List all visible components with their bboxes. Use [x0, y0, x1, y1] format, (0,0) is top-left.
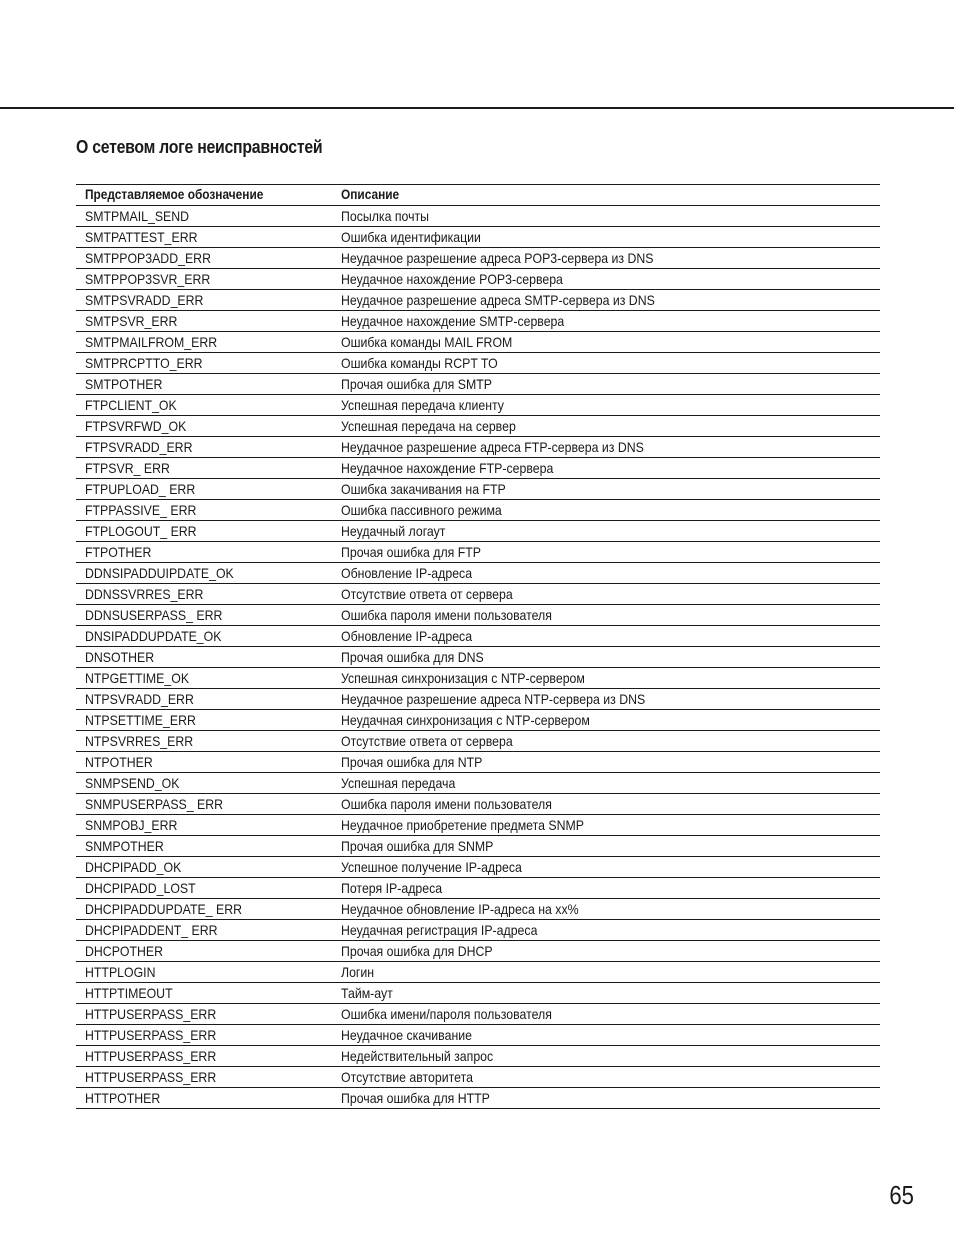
cell-code: SNMPUSERPASS_ ERR	[76, 794, 332, 815]
table-row	[76, 227, 880, 248]
cell-code: NTPSVRRES_ERR	[76, 731, 332, 752]
cell-description: Отсутствие ответа от сервера	[332, 731, 880, 752]
cell-code: DDNSIPADDUIPDATE_OK	[76, 563, 332, 584]
cell-description: Прочая ошибка для FTP	[332, 542, 880, 563]
cell-code: HTTPUSERPASS_ERR	[76, 1067, 332, 1088]
table-row	[76, 899, 880, 920]
cell-description: Неудачное разрешение адреса SMTP-сервера из DNS	[332, 290, 880, 311]
cell-code: DHCPIPADDUPDATE_ ERR	[76, 899, 332, 920]
cell-code: HTTPOTHER	[76, 1088, 332, 1109]
table-row	[76, 395, 880, 416]
cell-code: FTPOTHER	[76, 542, 332, 563]
cell-code: SMTPSVR_ERR	[76, 311, 332, 332]
table-row	[76, 983, 880, 1004]
cell-code: HTTPUSERPASS_ERR	[76, 1025, 332, 1046]
cell-description: Обновление IP-адреса	[332, 563, 880, 584]
table-row	[76, 584, 880, 605]
cell-code: SMTPPOP3SVR_ERR	[76, 269, 332, 290]
table-row	[76, 479, 880, 500]
cell-code: FTPSVR_ ERR	[76, 458, 332, 479]
table-header-row	[76, 185, 880, 206]
cell-description: Успешная синхронизация с NTP-сервером	[332, 668, 880, 689]
cell-code: SNMPSEND_OK	[76, 773, 332, 794]
cell-description: Прочая ошибка для DHCP	[332, 941, 880, 962]
cell-code: DDNSSVRRES_ERR	[76, 584, 332, 605]
table-row	[76, 962, 880, 983]
cell-description: Прочая ошибка для NTP	[332, 752, 880, 773]
cell-description: Успешное получение IP-адреса	[332, 857, 880, 878]
cell-description: Прочая ошибка для HTTP	[332, 1088, 880, 1109]
table-header	[76, 185, 880, 206]
cell-code: HTTPTIMEOUT	[76, 983, 332, 1004]
cell-code: DHCPIPADD_OK	[76, 857, 332, 878]
cell-code: FTPLOGOUT_ ERR	[76, 521, 332, 542]
cell-code: HTTPUSERPASS_ERR	[76, 1046, 332, 1067]
cell-code: DHCPIPADD_LOST	[76, 878, 332, 899]
cell-description: Ошибка пароля имени пользователя	[332, 605, 880, 626]
table-row	[76, 626, 880, 647]
table-row	[76, 521, 880, 542]
cell-code: DHCPIPADDENT_ ERR	[76, 920, 332, 941]
table-body	[76, 206, 880, 1109]
table-row	[76, 689, 880, 710]
table-row	[76, 920, 880, 941]
top-rule	[0, 107, 954, 109]
table-row	[76, 248, 880, 269]
cell-description: Логин	[332, 962, 880, 983]
cell-description: Прочая ошибка для SMTP	[332, 374, 880, 395]
cell-code: DNSOTHER	[76, 647, 332, 668]
cell-description: Успешная передача клиенту	[332, 395, 880, 416]
table-row	[76, 458, 880, 479]
cell-description: Тайм-аут	[332, 983, 880, 1004]
cell-description: Неудачное нахождение FTP-сервера	[332, 458, 880, 479]
cell-description: Ошибка идентификации	[332, 227, 880, 248]
table-row	[76, 416, 880, 437]
table-row	[76, 605, 880, 626]
cell-description: Прочая ошибка для SNMP	[332, 836, 880, 857]
cell-description: Неудачное приобретение предмета SNMP	[332, 815, 880, 836]
table-row	[76, 353, 880, 374]
cell-description: Отсутствие авторитета	[332, 1067, 880, 1088]
cell-description: Ошибка пассивного режима	[332, 500, 880, 521]
table-row	[76, 1088, 880, 1109]
table-row	[76, 836, 880, 857]
cell-description: Неудачная регистрация IP-адреса	[332, 920, 880, 941]
cell-description: Неудачное разрешение адреса FTP-сервера из DNS	[332, 437, 880, 458]
cell-description: Неудачное нахождение SMTP-сервера	[332, 311, 880, 332]
table-row	[76, 290, 880, 311]
table-row	[76, 542, 880, 563]
cell-code: NTPGETTIME_OK	[76, 668, 332, 689]
cell-code: NTPSETTIME_ERR	[76, 710, 332, 731]
cell-code: FTPSVRADD_ERR	[76, 437, 332, 458]
cell-code: SMTPOTHER	[76, 374, 332, 395]
section-title: О сетевом логе неисправностей	[76, 137, 323, 157]
table-row	[76, 773, 880, 794]
cell-description: Недействительный запрос	[332, 1046, 880, 1067]
table-row	[76, 206, 880, 227]
cell-code: HTTPLOGIN	[76, 962, 332, 983]
cell-description: Ошибка команды RCPT TO	[332, 353, 880, 374]
cell-description: Неудачное разрешение адреса NTP-сервера из DNS	[332, 689, 880, 710]
table-row	[76, 1025, 880, 1046]
cell-code: NTPSVRADD_ERR	[76, 689, 332, 710]
cell-description: Успешная передача	[332, 773, 880, 794]
cell-description: Неудачное обновление IP-адреса на xx%	[332, 899, 880, 920]
table-row	[76, 1004, 880, 1025]
cell-code: DDNSUSERPASS_ ERR	[76, 605, 332, 626]
cell-description: Потеря IP-адреса	[332, 878, 880, 899]
cell-code: NTPOTHER	[76, 752, 332, 773]
cell-description: Ошибка закачивания на FTP	[332, 479, 880, 500]
page-number: 65	[889, 1180, 914, 1210]
cell-code: SMTPPOP3ADD_ERR	[76, 248, 332, 269]
cell-code: FTPSVRFWD_OK	[76, 416, 332, 437]
table-row	[76, 668, 880, 689]
cell-description: Неудачное нахождение POP3-сервера	[332, 269, 880, 290]
cell-description: Обновление IP-адреса	[332, 626, 880, 647]
cell-code: SMTPMAILFROM_ERR	[76, 332, 332, 353]
cell-code: DNSIPADDUPDATE_OK	[76, 626, 332, 647]
table-row	[76, 563, 880, 584]
cell-code: SMTPSVRADD_ERR	[76, 290, 332, 311]
table-row	[76, 710, 880, 731]
table-row	[76, 437, 880, 458]
cell-description: Неудачное скачивание	[332, 1025, 880, 1046]
cell-code: SMTPRCPTTO_ERR	[76, 353, 332, 374]
cell-description: Неудачная синхронизация с NTP-сервером	[332, 710, 880, 731]
cell-code: FTPUPLOAD_ ERR	[76, 479, 332, 500]
error-log-table	[76, 184, 880, 1109]
table-row	[76, 731, 880, 752]
cell-code: SMTPATTEST_ERR	[76, 227, 332, 248]
table-row	[76, 815, 880, 836]
cell-code: FTPCLIENT_OK	[76, 395, 332, 416]
cell-description: Неудачный логаут	[332, 521, 880, 542]
cell-description: Прочая ошибка для DNS	[332, 647, 880, 668]
table-row	[76, 878, 880, 899]
cell-description: Отсутствие ответа от сервера	[332, 584, 880, 605]
table-row	[76, 269, 880, 290]
table-row	[76, 1067, 880, 1088]
table-row	[76, 647, 880, 668]
cell-code: SNMPOBJ_ERR	[76, 815, 332, 836]
cell-code: SMTPMAIL_SEND	[76, 206, 332, 227]
table-row	[76, 794, 880, 815]
table-row	[76, 941, 880, 962]
table-row	[76, 1046, 880, 1067]
cell-description: Ошибка пароля имени пользователя	[332, 794, 880, 815]
cell-code: HTTPUSERPASS_ERR	[76, 1004, 332, 1025]
header-code: Представляемое обозначение	[76, 185, 332, 206]
cell-description: Успешная передача на сервер	[332, 416, 880, 437]
cell-description: Посылка почты	[332, 206, 880, 227]
table-row	[76, 500, 880, 521]
header-description: Описание	[332, 185, 880, 206]
cell-description: Неудачное разрешение адреса POP3-сервера из DNS	[332, 248, 880, 269]
cell-code: FTPPASSIVE_ ERR	[76, 500, 332, 521]
table-row	[76, 752, 880, 773]
cell-description: Ошибка команды MAIL FROM	[332, 332, 880, 353]
cell-description: Ошибка имени/пароля пользователя	[332, 1004, 880, 1025]
table-row	[76, 374, 880, 395]
table-row	[76, 857, 880, 878]
table-row	[76, 332, 880, 353]
table-row	[76, 311, 880, 332]
cell-code: SNMPOTHER	[76, 836, 332, 857]
cell-code: DHCPOTHER	[76, 941, 332, 962]
